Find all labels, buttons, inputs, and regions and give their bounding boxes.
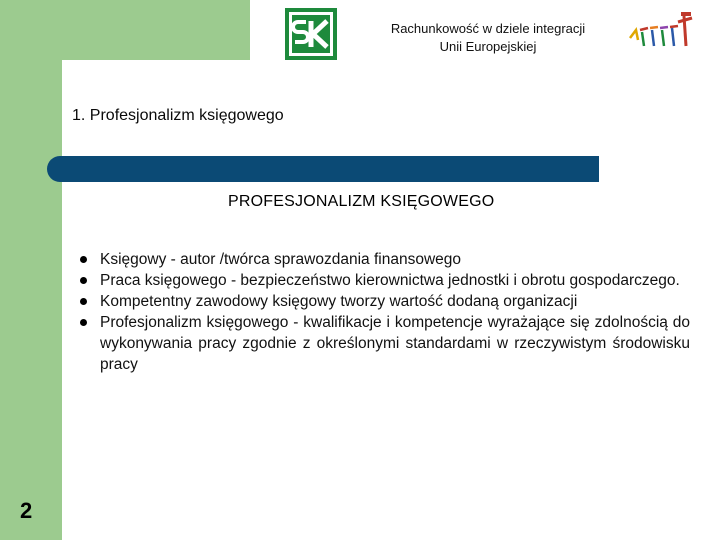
list-item xyxy=(80,291,690,312)
bullet-text: Kompetentny zawodowy księgowy tworzy wartość dodaną organizacji xyxy=(100,293,578,310)
header-title xyxy=(360,20,616,56)
people-figures-logo-icon xyxy=(626,10,698,58)
bullet-icon xyxy=(80,256,87,263)
list-item xyxy=(80,312,690,375)
bullet-icon xyxy=(80,277,87,284)
section-title: 1. Profesjonalizm księgowego xyxy=(72,107,284,124)
list-item xyxy=(80,249,690,270)
bullet-list xyxy=(80,249,690,375)
bullet-text: Profesjonalizm księgowego - kwalifikacje i kompetencje wyrażające się zdolnością do wykonywania pracy zgodnie z określonymi standardami w rzeczywistym środowisku pracy xyxy=(100,314,690,373)
main-heading: PROFESJONALIZM KSIĘGOWEGO xyxy=(228,193,495,210)
top-green-band xyxy=(0,0,250,60)
header-title-line2: Unii Europejskiej xyxy=(439,39,537,54)
title-divider-bar xyxy=(47,156,599,182)
header-title-line1: Rachunkowość w dziele integracji xyxy=(390,21,586,36)
page-number: 2 xyxy=(20,498,33,523)
left-green-band xyxy=(0,0,62,540)
bullet-text: Praca księgowego - bezpieczeństwo kierownictwa jednostki i obrotu gospodarczego. xyxy=(100,272,680,289)
bullet-text: Księgowy - autor /twórca sprawozdania finansowego xyxy=(100,251,461,268)
sk-logo-icon xyxy=(285,8,337,60)
bullet-icon xyxy=(80,298,87,305)
bullet-icon xyxy=(80,319,87,326)
list-item xyxy=(80,270,690,291)
